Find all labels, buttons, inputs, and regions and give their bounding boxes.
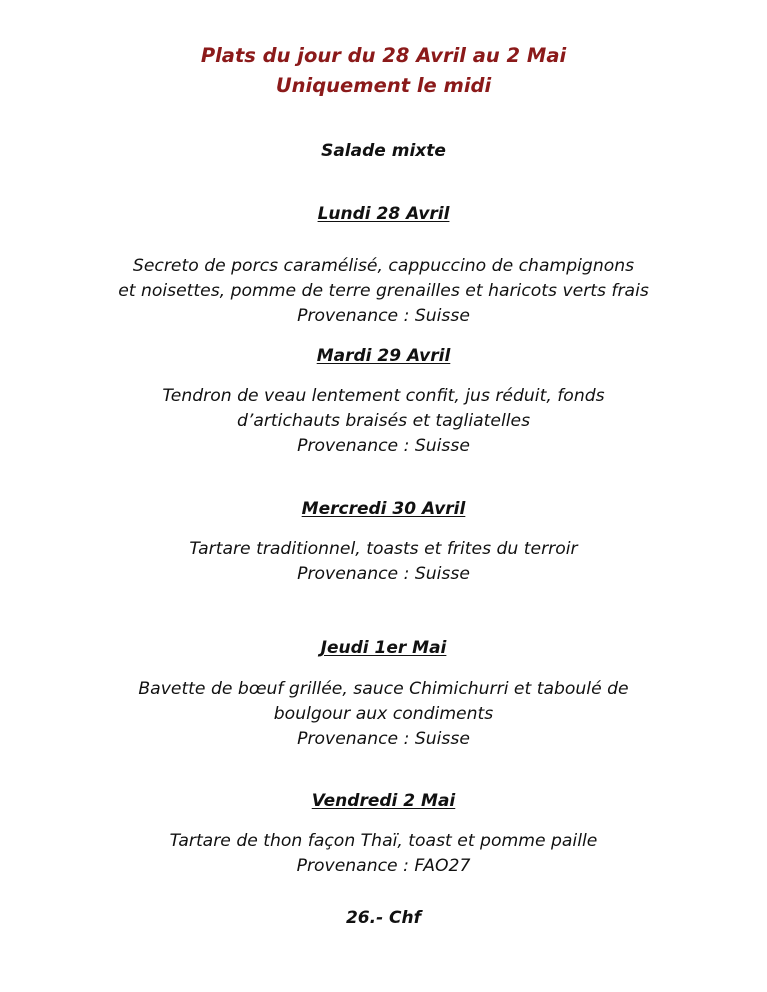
day-heading-friday: Vendredi 2 Mai [311, 791, 456, 811]
dish-line: et noisettes, pomme de terre grenailles et haricots verts frais [118, 281, 649, 301]
provenance-line: Provenance : FAO27 [296, 856, 471, 876]
dish-line: boulgour aux condiments [273, 704, 494, 724]
dish-line: Secreto de porcs caramélisé, cappuccino de champignons [132, 256, 635, 276]
dish-line: Tartare traditionnel, toasts et frites du terroir [189, 539, 578, 559]
provenance-line: Provenance : Suisse [297, 306, 470, 326]
menu-title: Plats du jour du 28 Avril au 2 Mai [200, 44, 567, 67]
provenance-line: Provenance : Suisse [297, 729, 470, 749]
menu-price: 26.- Chf [345, 908, 422, 928]
day-heading-thursday: Jeudi 1er Mai [320, 638, 447, 658]
starter-salad: Salade mixte [321, 141, 446, 161]
provenance-line: Provenance : Suisse [297, 564, 470, 584]
day-heading-wednesday: Mercredi 30 Avril [301, 499, 466, 519]
day-heading-tuesday: Mardi 29 Avril [316, 346, 451, 366]
menu-subtitle: Uniquement le midi [275, 74, 492, 97]
dish-line: Tartare de thon façon Thaï, toast et pomme paille [169, 831, 598, 851]
provenance-line: Provenance : Suisse [297, 436, 470, 456]
dish-line: Bavette de bœuf grillée, sauce Chimichurri et taboulé de [138, 679, 629, 699]
dish-line: d’artichauts braisés et tagliatelles [236, 411, 531, 431]
day-heading-monday: Lundi 28 Avril [317, 204, 450, 224]
dish-line: Tendron de veau lentement confit, jus réduit, fonds [162, 386, 605, 406]
